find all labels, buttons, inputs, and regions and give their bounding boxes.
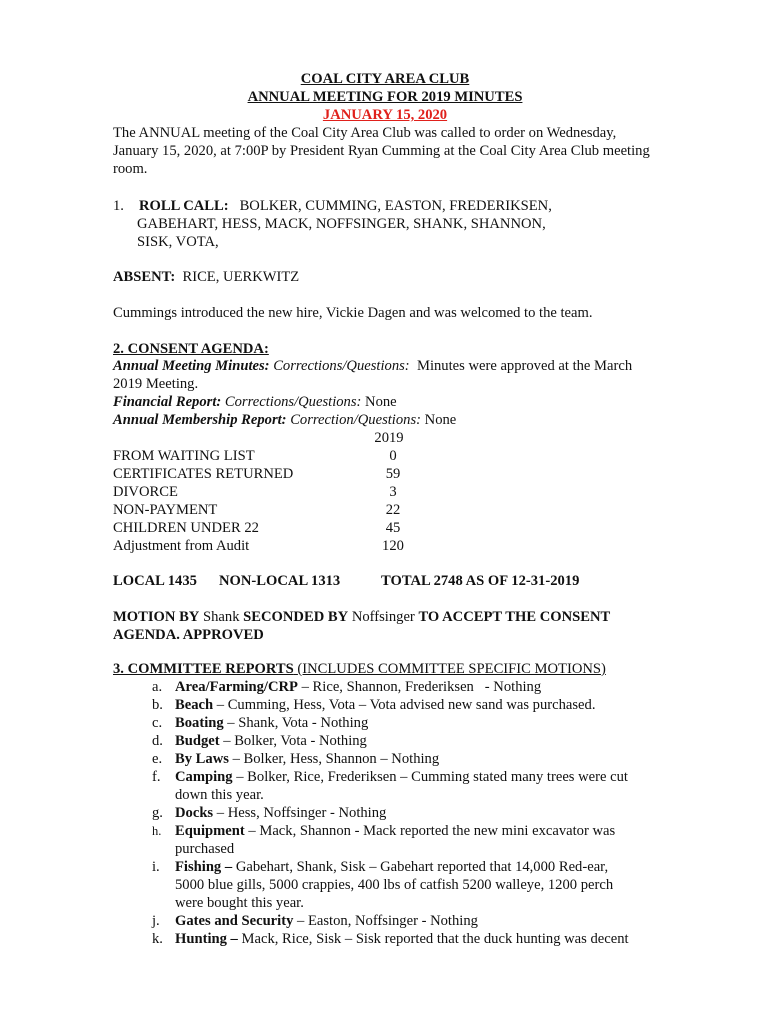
membership-row-value: 45 <box>385 520 401 536</box>
committee-item-text: – Hess, Noffsinger - Nothing <box>213 805 387 821</box>
financial-report-label: Financial Report: <box>113 394 222 410</box>
motion-by-name: Shank <box>203 609 240 625</box>
committee-item-name: Equipment <box>175 823 245 839</box>
membership-row-label: CERTIFICATES RETURNED <box>113 466 294 482</box>
committee-item-text: Mack, Rice, Sisk – Sisk reported that the duck hunting was decent <box>237 931 629 947</box>
committee-item-text-cont: were bought this year. <box>175 895 304 911</box>
committee-item-name: Gates and Security <box>175 913 294 929</box>
committee-item <box>175 696 595 714</box>
committee-item <box>175 732 367 750</box>
membership-row-label: DIVORCE <box>113 484 178 500</box>
committee-item-letter: i. <box>152 859 160 875</box>
absent-label: ABSENT: <box>113 269 176 285</box>
committee-item-name: Budget <box>175 733 220 749</box>
annual-minutes-question: Corrections/Questions: <box>273 358 410 374</box>
committee-item-letter: k. <box>152 931 163 947</box>
membership-year-header: 2019 <box>374 430 404 446</box>
membership-report-line <box>113 411 456 429</box>
roll-call-label: ROLL CALL: <box>139 198 229 214</box>
committee-item-letter: j. <box>152 913 160 929</box>
membership-report-question: Correction/Questions: <box>290 412 421 428</box>
motion-seconded-name: Noffsinger <box>351 609 415 625</box>
meeting-date: JANUARY 15, 2020 <box>322 107 448 123</box>
committee-item-letter: h. <box>152 824 162 838</box>
committee-item-text: – Rice, Shannon, Frederiksen - Nothing <box>297 679 542 695</box>
committee-item-letter: b. <box>152 697 163 713</box>
committee-item-name: Beach <box>175 697 214 713</box>
total-count: TOTAL 2748 AS OF 12-31-2019 <box>381 573 580 589</box>
membership-report-label: Annual Membership Report: <box>113 412 287 428</box>
committee-item <box>175 822 615 840</box>
committee-item-text: – Bolker, Rice, Frederiksen – Cumming stated many trees were cut <box>232 769 628 785</box>
committee-item <box>175 912 478 930</box>
committee-item-text: Gabehart, Shank, Sisk – Gabehart reported that 14,000 Red-ear, <box>232 859 609 875</box>
annual-minutes-label: Annual Meeting Minutes: <box>113 358 270 374</box>
committee-item <box>175 768 628 786</box>
membership-row-value: 22 <box>385 502 401 518</box>
motion-seconded-label: SECONDED BY <box>243 609 349 625</box>
intro-paragraph: The ANNUAL meeting of the Coal City Area Club was called to order on Wednesday, January 15, 2020, at 7:00P by President Ryan Cumming at the Coal City Area Club meeting room. <box>113 125 650 177</box>
committee-item-text: – Cumming, Hess, Vota – Vota advised new sand was purchased. <box>213 697 596 713</box>
committee-item <box>175 930 629 948</box>
committee-item-letter: d. <box>152 733 163 749</box>
financial-report-line <box>113 393 397 411</box>
org-title: COAL CITY AREA CLUB <box>300 71 470 87</box>
committee-item-text: – Shank, Vota - Nothing <box>223 715 369 731</box>
committee-item-text: – Bolker, Hess, Shannon – Nothing <box>228 751 440 767</box>
committee-item-text: – Easton, Noffsinger - Nothing <box>293 913 478 929</box>
financial-report-question: Corrections/Questions: <box>224 394 362 410</box>
membership-row-label: FROM WAITING LIST <box>113 448 255 464</box>
meeting-title: ANNUAL MEETING FOR 2019 MINUTES <box>247 89 523 105</box>
committee-reports-title: 3. COMMITTEE REPORTS <box>113 661 294 677</box>
annual-minutes-text: Minutes were approved at the March <box>416 358 633 374</box>
committee-item-name: Area/Farming/CRP <box>175 679 298 695</box>
committee-item-text: – Bolker, Vota - Nothing <box>219 733 367 749</box>
local-count: LOCAL 1435 <box>113 573 197 589</box>
membership-row-value: 120 <box>382 538 404 554</box>
committee-item-letter: f. <box>152 769 161 785</box>
financial-report-text: None <box>365 394 397 410</box>
motion-by-label: MOTION BY <box>113 609 200 625</box>
committee-reports-note: (INCLUDES COMMITTEE SPECIFIC MOTIONS) <box>297 661 606 677</box>
committee-item-letter: e. <box>152 751 163 767</box>
committee-item-name: Hunting – <box>175 931 238 947</box>
membership-report-text: None <box>424 412 457 428</box>
nonlocal-count: NON-LOCAL 1313 <box>219 573 341 589</box>
committee-item <box>175 804 386 822</box>
motion-action: TO ACCEPT THE CONSENT <box>418 609 611 625</box>
committee-item <box>175 858 608 876</box>
committee-item-letter: a. <box>152 679 163 695</box>
roll-call-names-3: SISK, VOTA, <box>137 234 219 250</box>
committee-item-letter: g. <box>152 805 163 821</box>
membership-row-label: CHILDREN UNDER 22 <box>113 520 259 536</box>
committee-item <box>175 750 439 768</box>
committee-reports-heading <box>113 660 606 678</box>
committee-item-text-cont: purchased <box>175 841 235 857</box>
motion-line-1 <box>113 608 610 626</box>
absent-names: RICE, UERKWITZ <box>182 269 300 285</box>
committee-item-name: Camping <box>175 769 233 785</box>
committee-item-letter: c. <box>152 715 163 731</box>
membership-row-value: 3 <box>389 484 397 500</box>
committee-item-name: By Laws <box>175 751 229 767</box>
committee-item <box>175 714 368 732</box>
committee-item-name: Docks <box>175 805 214 821</box>
membership-row-value: 0 <box>389 448 397 464</box>
absent-line <box>113 268 299 286</box>
committee-item-name: Boating <box>175 715 224 731</box>
committee-item-text: – Mack, Shannon - Mack reported the new mini excavator was <box>244 823 616 839</box>
committee-item-text-cont: down this year. <box>175 787 264 803</box>
committee-item-text-cont: 5000 blue gills, 5000 crappies, 400 lbs of catfish 5200 walleye, 1200 perch <box>175 877 614 893</box>
roll-call-line-1 <box>139 197 552 215</box>
membership-row-label: NON-PAYMENT <box>113 502 218 518</box>
committee-item-name: Fishing – <box>175 859 233 875</box>
annual-minutes-text-cont: 2019 Meeting. <box>113 376 199 392</box>
roll-call-names-1: BOLKER, CUMMING, EASTON, FREDERIKSEN, <box>239 198 552 214</box>
membership-row-value: 59 <box>385 466 401 482</box>
motion-line-2: AGENDA. APPROVED <box>113 627 264 643</box>
roll-call-number: 1. <box>113 198 124 214</box>
new-hire-note: Cummings introduced the new hire, Vickie Dagen and was welcomed to the team. <box>113 305 593 321</box>
committee-item <box>175 678 541 696</box>
membership-row-label: Adjustment from Audit <box>113 538 250 554</box>
consent-agenda-heading: 2. CONSENT AGENDA: <box>113 341 269 357</box>
annual-minutes-line <box>113 357 632 375</box>
roll-call-names-2: GABEHART, HESS, MACK, NOFFSINGER, SHANK, SHANNON, <box>137 216 546 232</box>
